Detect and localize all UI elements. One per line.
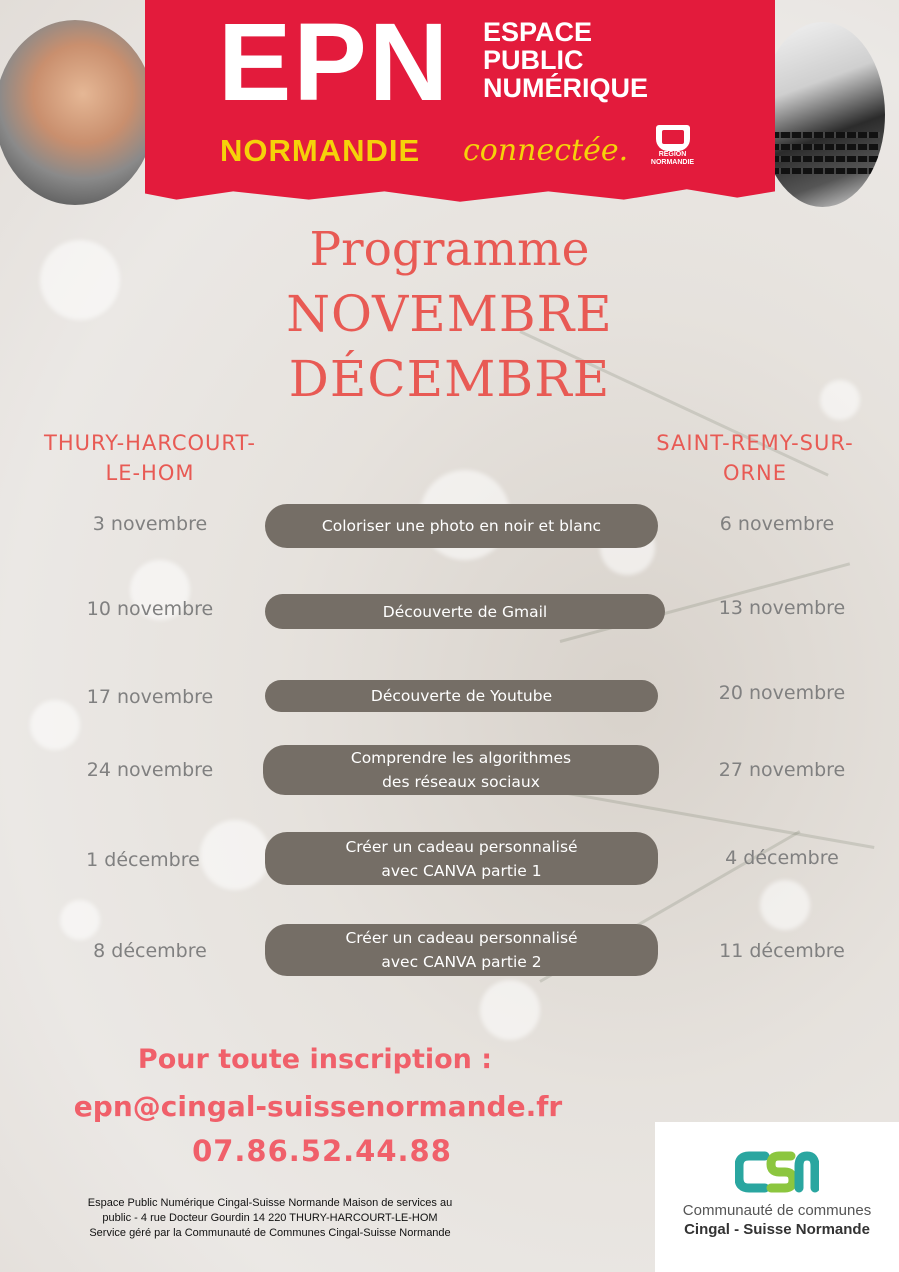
hand-mouse-photo [0,20,155,205]
epn-logo: EPN [218,1,451,124]
normandie-label: NORMANDIE [220,133,421,168]
region-shield-icon [656,125,690,151]
inscription-email[interactable]: epn@cingal-suissenormande.fr [73,1090,563,1123]
community-name-line1: Communauté de communes [682,1202,872,1219]
right-date: 13 novembre [718,597,846,619]
footer-address: Espace Public Numérique Cingal-Suisse Normande Maison de services au public - 4 rue Docteur Gourdin 14 220 THURY-HARCOURT-LE-HOM Service géré par la Communauté de Communes Cingal-Suisse Normande [87,1197,453,1239]
right-date: 27 novembre [718,759,846,781]
page-title-line2: NOVEMBRE [286,285,613,343]
left-date: 10 novembre [86,598,214,620]
activity-pill: Découverte de Gmail [265,594,665,629]
right-date: 6 novembre [719,513,835,535]
inscription-phone[interactable]: 07.86.52.44.88 [192,1134,452,1168]
right-date: 11 décembre [719,940,845,962]
left-date: 3 novembre [92,513,208,535]
activity-pill: Créer un cadeau personnalisé avec CANVA partie 2 [265,924,658,976]
left-date: 17 novembre [86,686,214,708]
community-logo-box [655,1122,899,1272]
left-date: 24 novembre [86,759,214,781]
activity-pill: Découverte de Youtube [265,680,658,712]
community-name-line2: Cingal - Suisse Normande [684,1221,870,1238]
left-date: 1 décembre [86,849,200,871]
page-title-line1: Programme [309,222,590,277]
activity-pill: Comprendre les algorithmes des réseaux sociaux [263,745,659,795]
city-right-heading: SAINT-REMY-SUR- ORNE [656,431,854,485]
cingal-logo-icon [735,1148,819,1198]
region-normandie-logo: RÉGION NORMANDIE [645,125,700,171]
epn-subtitle: ESPACE PUBLIC NUMÉRIQUE [483,17,649,103]
connectee-label: connectée. [463,133,629,168]
page-title-line3: DÉCEMBRE [288,350,611,408]
inscription-heading: Pour toute inscription : [137,1044,493,1075]
activity-pill: Créer un cadeau personnalisé avec CANVA partie 1 [265,832,658,885]
keyboard-photo [760,22,885,207]
city-left-heading: THURY-HARCOURT- LE-HOM [44,431,256,485]
activity-pill: Coloriser une photo en noir et blanc [265,504,658,548]
right-date: 20 novembre [718,682,846,704]
left-date: 8 décembre [93,940,207,962]
right-date: 4 décembre [725,847,839,869]
